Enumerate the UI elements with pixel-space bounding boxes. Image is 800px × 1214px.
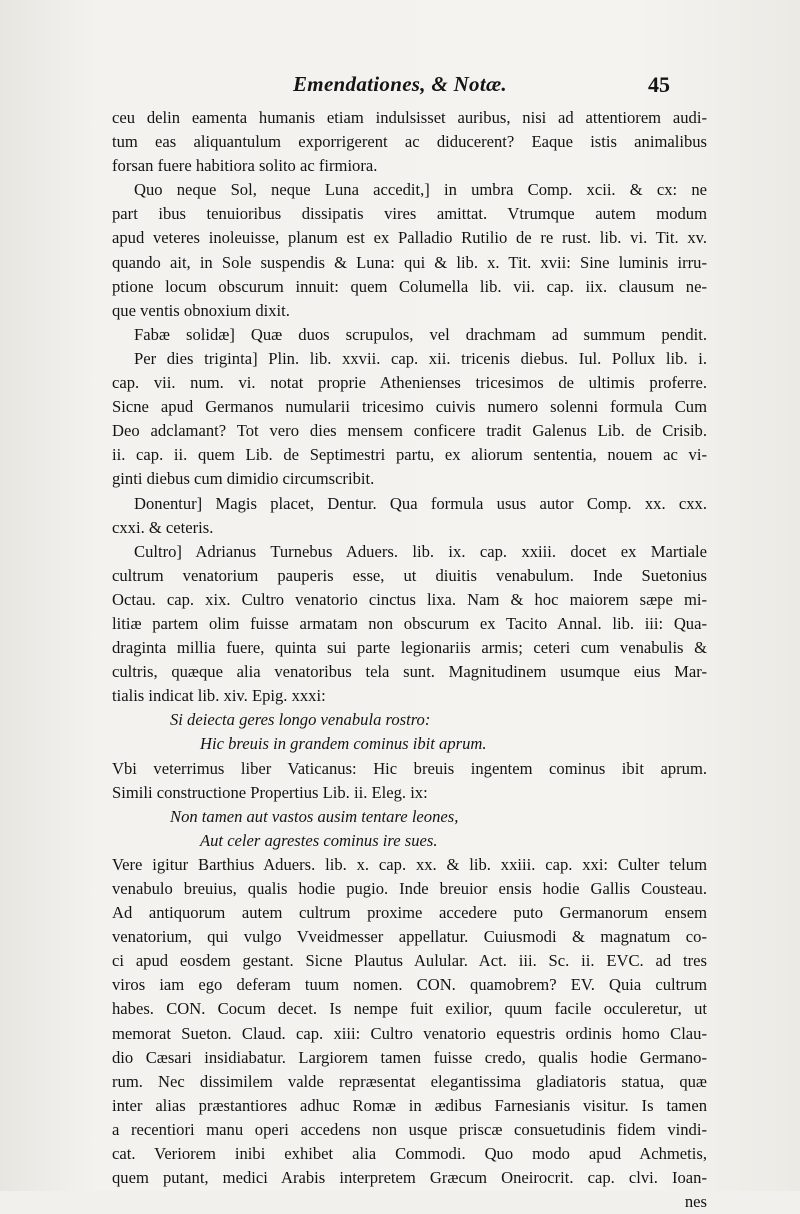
text-line: Fabæ solidæ] Quæ duos scrupulos, vel drachmam ad summum pendit. xyxy=(134,324,707,344)
page-number: 45 xyxy=(648,72,670,97)
text-line: cat. Veriorem inibi exhibet alia Commodi. Quo modo apud Achmetis, xyxy=(112,1144,707,1164)
text-line: dio Cæsari insidiabatur. Largiorem tamen fuisse credo, qualis hodie Germano- xyxy=(112,1047,707,1067)
verse-line: Si deiecta geres longo venabula rostro: xyxy=(170,710,431,730)
text-line: memorat Sueton. Claud. cap. xiii: Cultro venatorio equestris ordinis homo Clau- xyxy=(112,1023,707,1043)
text-line: quando ait, in Sole suspendis & Luna: qui & lib. x. Tit. xvii: Sine luminis irru- xyxy=(112,252,707,272)
text-line: draginta millia fuere, quinta sui parte legionariis armis; ceteri cum venabulis & xyxy=(112,638,707,658)
text-line: Cultro] Adrianus Turnebus Aduers. lib. ix. cap. xxiii. docet ex Martiale xyxy=(134,541,707,561)
text-line: Per dies triginta] Plin. lib. xxvii. cap. xii. tricenis diebus. Iul. Pollux lib. i. xyxy=(134,348,707,368)
text-line: ii. cap. ii. quem Lib. de Septimestri partu, ex aliorum sententia, nouem ac vi- xyxy=(112,445,707,465)
text-line: rum. Nec dissimilem valde repræsentat elegantissima gladiatoris statua, quæ xyxy=(112,1071,707,1091)
text-line: venabulo breuius, qualis hodie pugio. Inde breuior ensis hodie Gallis Cousteau. xyxy=(112,879,707,898)
text-line: part ibus tenuioribus dissipatis vires amittat. Vtrumque autem modum xyxy=(112,204,707,224)
text-line: ginti diebus cum dimidio circumscribit. xyxy=(112,469,375,489)
text-line: inter alias præstantiores adhuc Romæ in ædibus Farnesianis visitur. Is tamen xyxy=(112,1095,707,1115)
text-line: Donentur] Magis placet, Dentur. Qua formula usus autor Comp. xx. cxx. xyxy=(134,493,707,513)
text-line: Simili constructione Propertius Lib. ii. Eleg. ix: xyxy=(112,782,428,802)
text-line: apud veteres inoleuisse, planum est ex Palladio Rutilio de re rust. lib. vi. Tit. xv. xyxy=(112,228,707,248)
text-line: cxxi. & ceteris. xyxy=(112,517,214,537)
text-line: forsan fuere habitiora solito ac firmiora. xyxy=(112,156,378,176)
text-line: ceu delin eamenta humanis etiam indulsisset auribus, nisi ad attentiorem audi- xyxy=(112,108,707,127)
text-line: litiæ partem olim fuisse armatam non obscurum ex Tacito Annal. lib. iii: Qua- xyxy=(112,613,707,633)
text-line: tialis indicat lib. xiv. Epig. xxxi: xyxy=(112,686,326,706)
text-line: Vere igitur Barthius Aduers. lib. x. cap. xx. & lib. xxiii. cap. xxi: Culter telum xyxy=(112,854,707,874)
text-line: ptione locum obscurum innuit: quem Columella lib. vii. cap. iix. clausum ne- xyxy=(112,276,707,296)
verse-line: Non tamen aut vastos ausim tentare leones, xyxy=(170,806,459,826)
text-line: cultris, quæque alia venatoribus tela sunt. Magnitudinem usumque eius Mar- xyxy=(112,662,707,682)
verse-line: Hic breuis in grandem cominus ibit aprum. xyxy=(200,734,487,754)
text-line: ci apud eosdem gestant. Sicne Plautus Aulular. Act. iii. Sc. ii. EVC. ad tres xyxy=(112,951,707,971)
text-line: Deo adclamant? Tot vero dies mensem conficere tradit Galenus Lib. de Crisib. xyxy=(112,421,707,441)
text-line: Quo neque Sol, neque Luna accedit,] in umbra Comp. xcii. & cx: ne xyxy=(134,180,707,200)
text-line: Octau. cap. xix. Cultro venatorio cinctus lixa. Nam & hoc maiorem sæpe mi- xyxy=(112,589,707,609)
body-text xyxy=(112,106,707,1214)
text-line: habes. CON. Cocum decet. Is nempe fuit exilior, quum facile occuleretur, ut xyxy=(112,999,707,1019)
text-line: Ad antiquorum autem cultrum proxime accedere puto Germanorum ensem xyxy=(112,903,707,923)
page-header xyxy=(0,72,800,102)
text-line: nes xyxy=(684,1192,707,1212)
text-line: viros iam ego deferam tuum nomen. CON. quamobrem? EV. Quia cultrum xyxy=(112,975,707,995)
text-line: cap. vii. num. vi. notat proprie Athenienses tricesimos de ultimis proferre. xyxy=(112,373,707,393)
running-head: Emendationes, & Notæ. xyxy=(293,72,507,96)
text-line: tum eas aliquantulum exporrigerent ac diducerent? Eaque istis animalibus xyxy=(112,132,707,152)
text-line: venatorium, qui vulgo Vveidmesser appellatur. Cuiusmodi & magnatum co- xyxy=(112,927,707,947)
text-line: a recentiori manu operi accedens non usque priscæ consuetudinis fidem vindi- xyxy=(112,1119,707,1139)
verse-line: Aut celer agrestes cominus ire sues. xyxy=(200,830,438,850)
text-line: que ventis obnoxium dixit. xyxy=(112,300,290,320)
text-line: Vbi veterrimus liber Vaticanus: Hic breuis ingentem cominus ibit aprum. xyxy=(112,758,707,778)
text-line: quem putant, medici Arabis interpretem Græcum Oneirocrit. cap. clvi. Ioan- xyxy=(112,1168,707,1188)
text-line: Sicne apud Germanos numularii tricesimo cuivis numero solenni formula Cum xyxy=(112,397,707,417)
text-line: cultrum venatorium pauperis esse, ut diuitis venabulum. Inde Suetonius xyxy=(112,565,707,585)
